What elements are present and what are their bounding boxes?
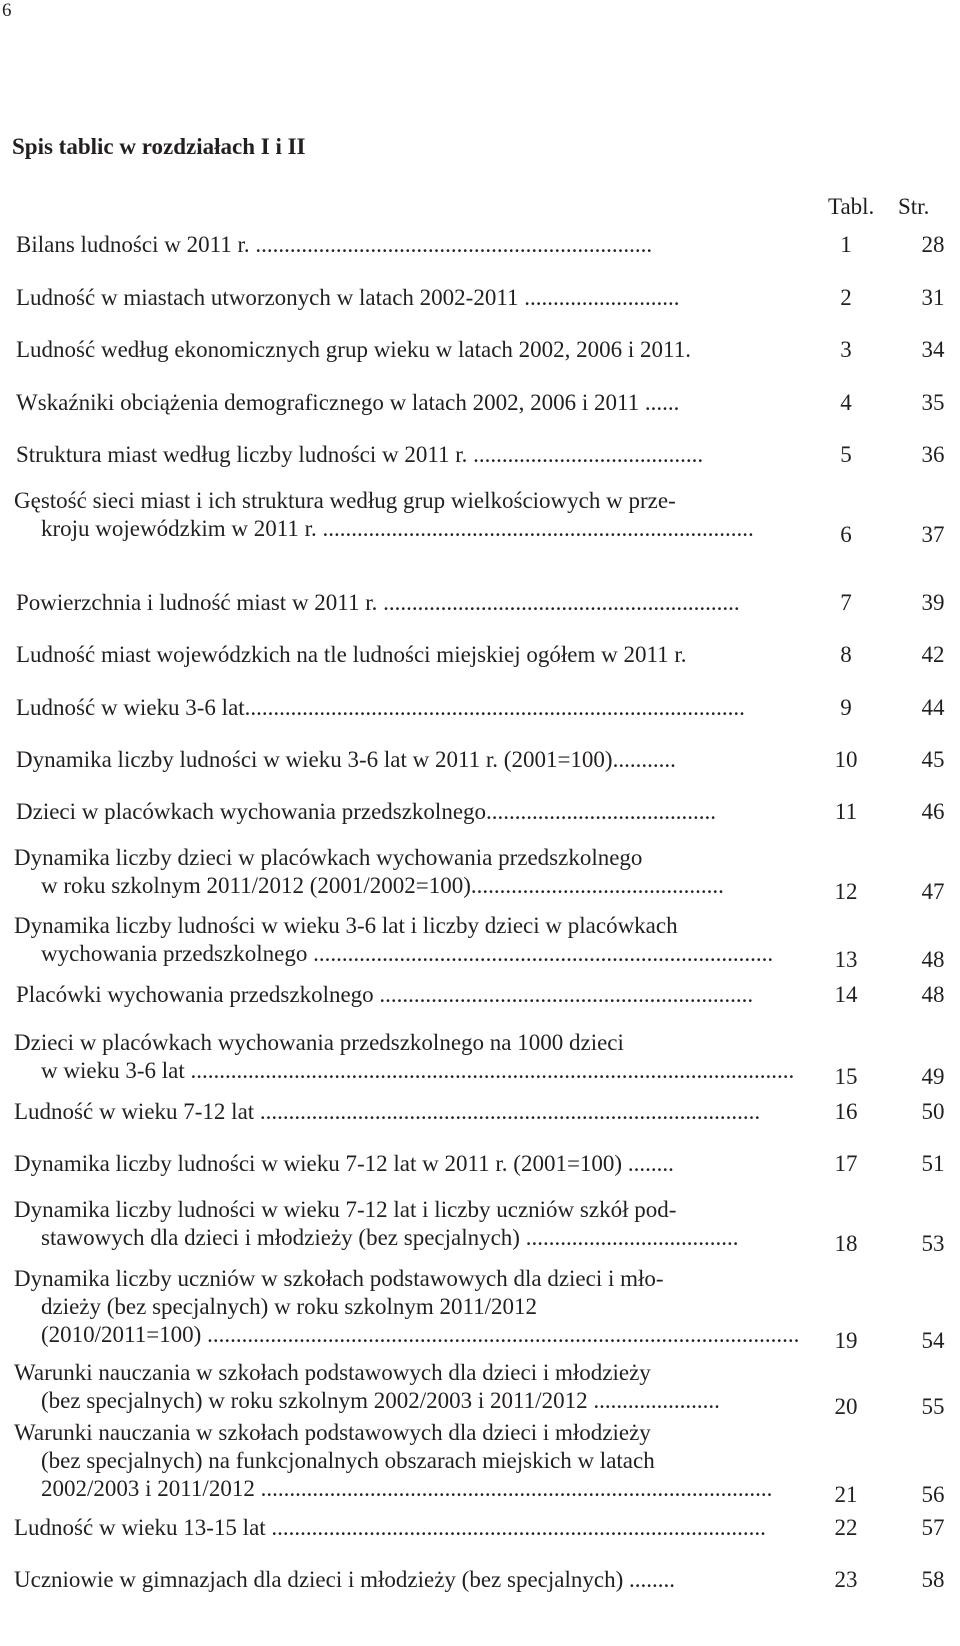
- column-header-page: Str.: [898, 194, 930, 219]
- toc-entry-page-number: 47: [921, 879, 945, 904]
- toc-entry-line: wychowania przedszkolnego ................................................................................: [41, 941, 774, 966]
- toc-entry-line: Warunki nauczania w szkołach podstawowych dla dzieci i młodzieży: [14, 1360, 651, 1385]
- toc-entry-table-number: 22: [834, 1515, 858, 1540]
- toc-entry-title: [14, 1566, 822, 1594]
- toc-entry-line: Dynamika liczby uczniów w szkołach podstawowych dla dzieci i mło-: [14, 1266, 664, 1291]
- toc-entry-page-number: 44: [921, 695, 945, 720]
- toc-entry-line: Bilans ludności w 2011 r. .....................................................................: [16, 232, 653, 257]
- toc-entry-title: [14, 1359, 822, 1415]
- toc-entry-table-number: 15: [834, 1064, 858, 1089]
- toc-entry-table-number: 7: [840, 590, 852, 615]
- toc-entry-title: [14, 1029, 822, 1085]
- toc-entry-page-number: 49: [921, 1064, 945, 1089]
- toc-entry-table-number: 1: [840, 232, 852, 257]
- toc-entry-page-number: 37: [921, 522, 945, 547]
- toc-entry-table-number: 3: [840, 337, 852, 362]
- toc-entry-line: (bez specjalnych) w roku szkolnym 2002/2003 i 2011/2012 ......................: [41, 1388, 720, 1413]
- toc-entry-line: Struktura miast według liczby ludności w 2011 r. ........................................: [16, 442, 704, 467]
- toc-entry-title: [16, 746, 824, 774]
- toc-entry-line: Wskaźniki obciążenia demograficznego w latach 2002, 2006 i 2011 ......: [16, 390, 680, 415]
- toc-entry-page-number: 45: [921, 747, 945, 772]
- toc-entry-title: [16, 336, 824, 364]
- toc-entry-line: Ludność w wieku 7-12 lat .......................................................................................: [14, 1099, 761, 1124]
- column-header-table: Tabl.: [828, 194, 875, 219]
- toc-entry-title: [14, 487, 822, 543]
- toc-entry-line: Ludność w wieku 13-15 lat ......................................................................................: [14, 1515, 766, 1540]
- toc-entry-title: [16, 981, 824, 1009]
- toc-entry-title: [14, 1514, 822, 1542]
- toc-entry-table-number: 11: [834, 799, 858, 824]
- toc-entry-line: 2002/2003 i 2011/2012 .........................................................................................: [41, 1476, 773, 1501]
- toc-entry-page-number: 46: [921, 799, 945, 824]
- toc-entry-line: Uczniowie w gimnazjach dla dzieci i młodzieży (bez specjalnych) ........: [14, 1567, 675, 1592]
- toc-entry-table-number: 5: [840, 442, 852, 467]
- toc-entry-table-number: 19: [834, 1328, 858, 1353]
- toc-entry-line: Ludność w wieku 3-6 lat.......................................................................................: [16, 695, 745, 720]
- toc-entry-page-number: 53: [921, 1231, 945, 1256]
- toc-entry-title: [16, 694, 824, 722]
- toc-entry-title: [16, 798, 824, 826]
- toc-entry-page-number: 56: [921, 1482, 945, 1507]
- toc-entry-line: Dynamika liczby ludności w wieku 7-12 lat w 2011 r. (2001=100) ........: [14, 1151, 674, 1176]
- toc-entry-table-number: 14: [834, 982, 858, 1007]
- toc-entry-line: Dzieci w placówkach wychowania przedszkolnego na 1000 dzieci: [14, 1030, 624, 1055]
- toc-entry-title: [16, 441, 824, 469]
- toc-entry-table-number: 23: [834, 1567, 858, 1592]
- toc-entry-title: [16, 389, 824, 417]
- toc-entry-line: Warunki nauczania w szkołach podstawowych dla dzieci i młodzieży: [14, 1420, 651, 1445]
- toc-entry-table-number: 17: [834, 1151, 858, 1176]
- toc-entry-line: (2010/2011=100) .......................................................................................................: [41, 1322, 800, 1347]
- toc-entry-title: [14, 1098, 822, 1126]
- toc-entry-title: [16, 284, 824, 312]
- toc-entry-title: [16, 231, 824, 259]
- toc-entry-title: [14, 844, 822, 900]
- toc-entry-page-number: 36: [921, 442, 945, 467]
- toc-entry-page-number: 35: [921, 390, 945, 415]
- toc-entry-page-number: 28: [921, 232, 945, 257]
- toc-entry-line: kroju wojewódzkim w 2011 r. ...........................................................................: [41, 516, 754, 541]
- toc-entry-line: Dynamika liczby ludności w wieku 3-6 lat w 2011 r. (2001=100)...........: [16, 747, 676, 772]
- toc-entry-line: Ludność w miastach utworzonych w latach 2002-2011 ...........................: [16, 285, 680, 310]
- toc-entry-page-number: 50: [921, 1099, 945, 1124]
- toc-entry-page-number: 55: [921, 1394, 945, 1419]
- toc-entry-table-number: 13: [834, 947, 858, 972]
- toc-entry-page-number: 54: [921, 1328, 945, 1353]
- toc-entry-line: dzieży (bez specjalnych) w roku szkolnym 2011/2012: [41, 1294, 538, 1319]
- toc-entry-table-number: 16: [834, 1099, 858, 1124]
- toc-entry-line: (bez specjalnych) na funkcjonalnych obszarach miejskich w latach: [41, 1448, 655, 1473]
- toc-entry-table-number: 2: [840, 285, 852, 310]
- toc-entry-line: Placówki wychowania przedszkolnego .................................................................: [16, 982, 754, 1007]
- toc-entry-table-number: 21: [834, 1482, 858, 1507]
- toc-entry-page-number: 48: [921, 947, 945, 972]
- toc-entry-line: w roku szkolnym 2011/2012 (2001/2002=100)............................................: [41, 873, 724, 898]
- toc-entry-line: Dynamika liczby dzieci w placówkach wychowania przedszkolnego: [14, 845, 643, 870]
- toc-entry-line: stawowych dla dzieci i młodzieży (bez specjalnych) .....................................: [41, 1225, 739, 1250]
- page-number: 6: [2, 0, 12, 21]
- toc-entry-page-number: 48: [921, 982, 945, 1007]
- toc-entry-table-number: 10: [834, 747, 858, 772]
- toc-entry-table-number: 18: [834, 1231, 858, 1256]
- toc-entry-page-number: 34: [921, 337, 945, 362]
- toc-entry-page-number: 42: [921, 642, 945, 667]
- toc-entry-table-number: 8: [840, 642, 852, 667]
- toc-entry-page-number: 39: [921, 590, 945, 615]
- toc-entry-table-number: 12: [834, 879, 858, 904]
- page-title: Spis tablic w rozdziałach I i II: [12, 134, 306, 159]
- toc-entry-title: [14, 1265, 822, 1349]
- toc-entry-table-number: 20: [834, 1394, 858, 1419]
- toc-entry-line: w wieku 3-6 lat .........................................................................................................: [41, 1058, 795, 1083]
- toc-entry-line: Powierzchnia i ludność miast w 2011 r. ..............................................................: [16, 590, 740, 615]
- toc-entry-line: Gęstość sieci miast i ich struktura według grup wielkościowych w prze-: [14, 488, 676, 513]
- toc-entry-title: [16, 641, 824, 669]
- toc-entry-page-number: 57: [921, 1515, 945, 1540]
- toc-entry-table-number: 6: [840, 522, 852, 547]
- toc-entry-title: [14, 1150, 822, 1178]
- toc-entry-line: Ludność według ekonomicznych grup wieku w latach 2002, 2006 i 2011.: [16, 337, 691, 362]
- toc-entry-page-number: 58: [921, 1567, 945, 1592]
- toc-entry-title: [14, 1419, 822, 1503]
- toc-entry-title: [16, 589, 824, 617]
- toc-entry-page-number: 51: [921, 1151, 945, 1176]
- toc-entry-table-number: 9: [840, 695, 852, 720]
- toc-entry-table-number: 4: [840, 390, 852, 415]
- toc-entry-line: Dynamika liczby ludności w wieku 7-12 lat i liczby uczniów szkół pod-: [14, 1197, 677, 1222]
- toc-entry-title: [14, 1196, 822, 1252]
- toc-entry-line: Dynamika liczby ludności w wieku 3-6 lat i liczby dzieci w placówkach: [14, 913, 678, 938]
- toc-entry-line: Ludność miast wojewódzkich na tle ludności miejskiej ogółem w 2011 r.: [16, 642, 687, 667]
- toc-entry-page-number: 31: [921, 285, 945, 310]
- toc-entry-line: Dzieci w placówkach wychowania przedszkolnego........................................: [16, 799, 717, 824]
- toc-entry-title: [14, 912, 822, 968]
